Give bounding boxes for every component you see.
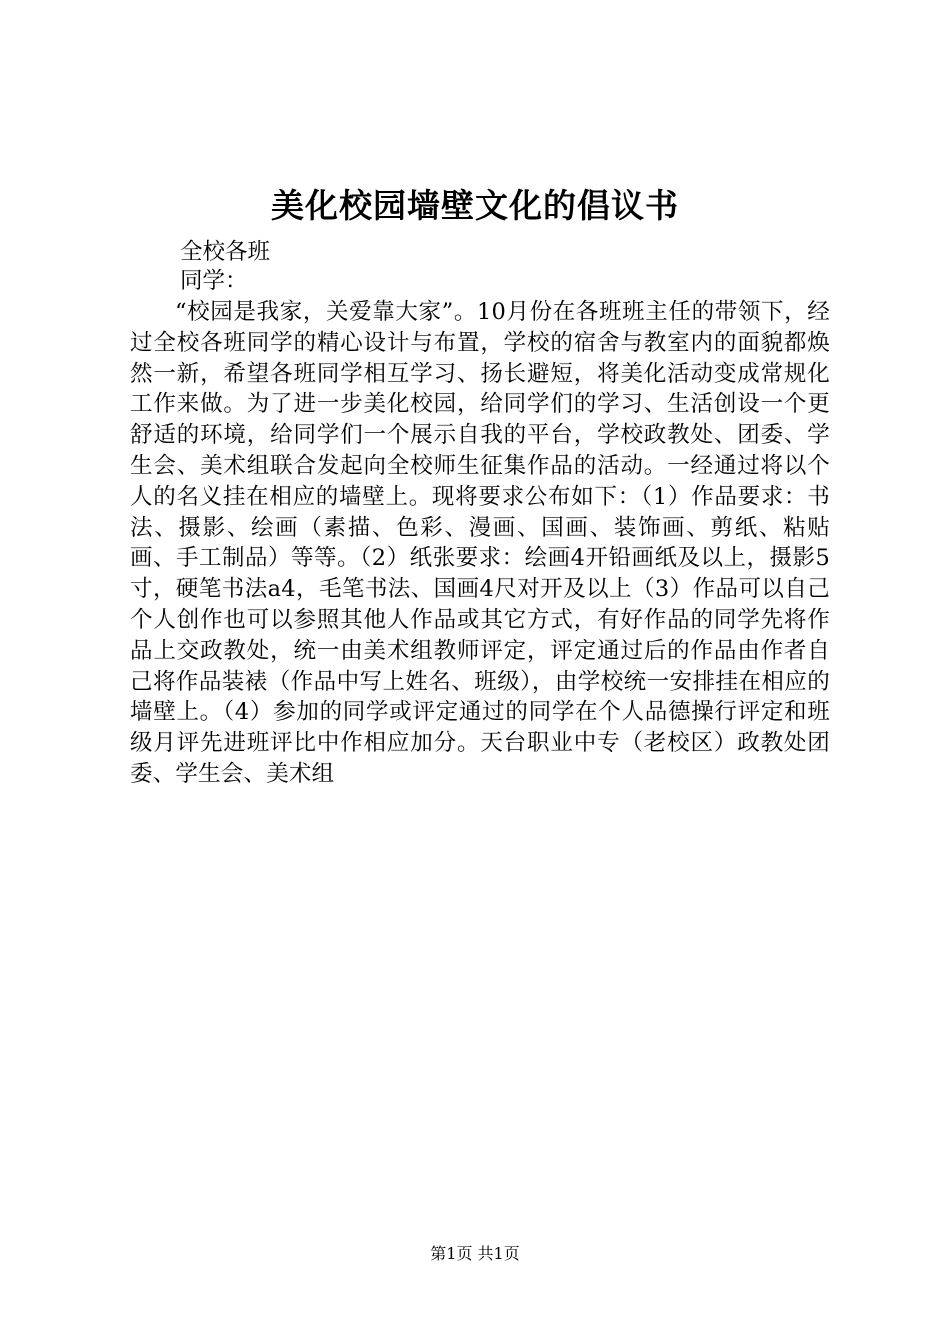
- salutation-line-1: 全校各班: [180, 239, 271, 265]
- document-title: 美化校园墙壁文化的倡议书: [271, 186, 679, 225]
- page-footer: 第1页 共1页: [430, 1244, 520, 1263]
- body-paragraph: “校园是我家，关爱靠大家”。10月份在各班班主任的带领下，经过全校各班同学的精心设计与布置，学校的宿舍与教室内的面貌都焕然一新，希望各班同学相互学习、扬长避短，将美化活动变成常规化工作来做。为了进一步美化校园，给同学们的学习、生活创设一个更舒适的环境，给同学们一个展示自我的平台，学校政教处、团委、学生会、美术组联合发起向全校师生征集作品的活动。一经通过将以个人的名义挂在相应的墙壁上。现将要求公布如下：（1）作品要求：书法、摄影、绘画（素描、色彩、漫画、国画、装饰画、剪纸、粘贴画、手工制品）等等。（2）纸张要求：绘画4开铅画纸及以上，摄影5寸，硬笔书法a4，毛笔书法、国画4尺对开及以上（3）作品可以自己个人创作也可以参照其他人作品或其它方式，有好作品的同学先将作品上交政教处，统一由美术组教师评定，评定通过后的作品由作者自己将作品装裱（作品中写上姓名、班级），由学校统一安排挂在相应的墙壁上。（4）参加的同学或评定通过的同学在个人品德操行评定和班级月评先进班评比中作相应加分。天台职业中专（老校区）政教处团委、学生会、美术组: [130, 299, 830, 787]
- salutation-line-2: 同学：: [180, 268, 248, 294]
